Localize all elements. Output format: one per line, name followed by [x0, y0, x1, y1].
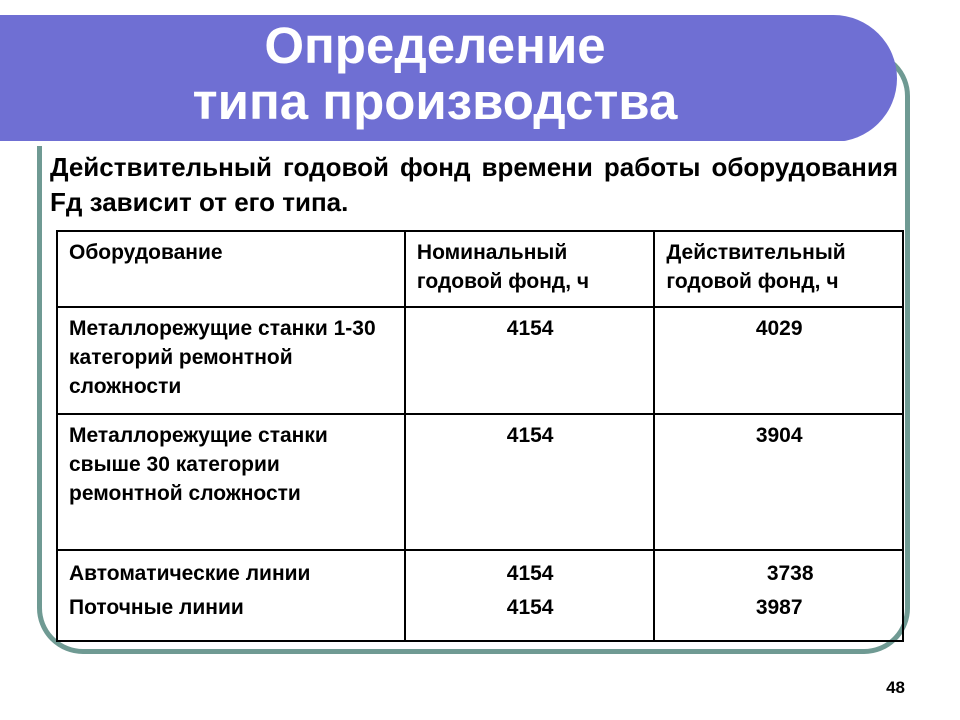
cell-nominal-line: 4154	[506, 596, 554, 619]
cell-nominal-line: 4154	[506, 562, 554, 585]
column-header-actual: Действительный годовой фонд, ч	[654, 231, 903, 307]
title-line-2: типа производства	[192, 73, 678, 130]
column-header-equipment: Оборудование	[57, 231, 405, 307]
cell-nominal: 4154	[405, 307, 654, 414]
title-line-1: Определение	[264, 17, 606, 74]
table-header-row	[57, 231, 903, 307]
cell-equipment: Металлорежущие станки свыше 30 категории ремонтной сложности	[57, 414, 405, 550]
page-number: 48	[886, 678, 905, 697]
cell-equipment-line: Поточные линии	[69, 596, 244, 619]
banner-divider	[0, 141, 850, 146]
cell-actual: 3904	[654, 414, 903, 550]
cell-actual: 4029	[654, 307, 903, 414]
slide-title	[0, 18, 870, 130]
cell-equipment	[57, 550, 405, 641]
column-header-nominal: Номинальный годовой фонд, ч	[405, 231, 654, 307]
table-row	[57, 307, 903, 414]
cell-actual	[654, 550, 903, 641]
cell-actual-line: 3738	[766, 562, 814, 585]
equipment-fund-table	[56, 230, 904, 642]
cell-nominal: 4154	[405, 414, 654, 550]
cell-equipment-line: Автоматические линии	[69, 562, 311, 585]
slide-subtitle: Действительный годовой фонд времени работы оборудования Fд зависит от его типа.	[50, 152, 898, 217]
table-row	[57, 550, 903, 641]
cell-equipment: Металлорежущие станки 1-30 категорий ремонтной сложности	[57, 307, 405, 414]
table-row	[57, 414, 903, 550]
cell-nominal	[405, 550, 654, 641]
cell-actual-line: 3987	[755, 596, 803, 619]
